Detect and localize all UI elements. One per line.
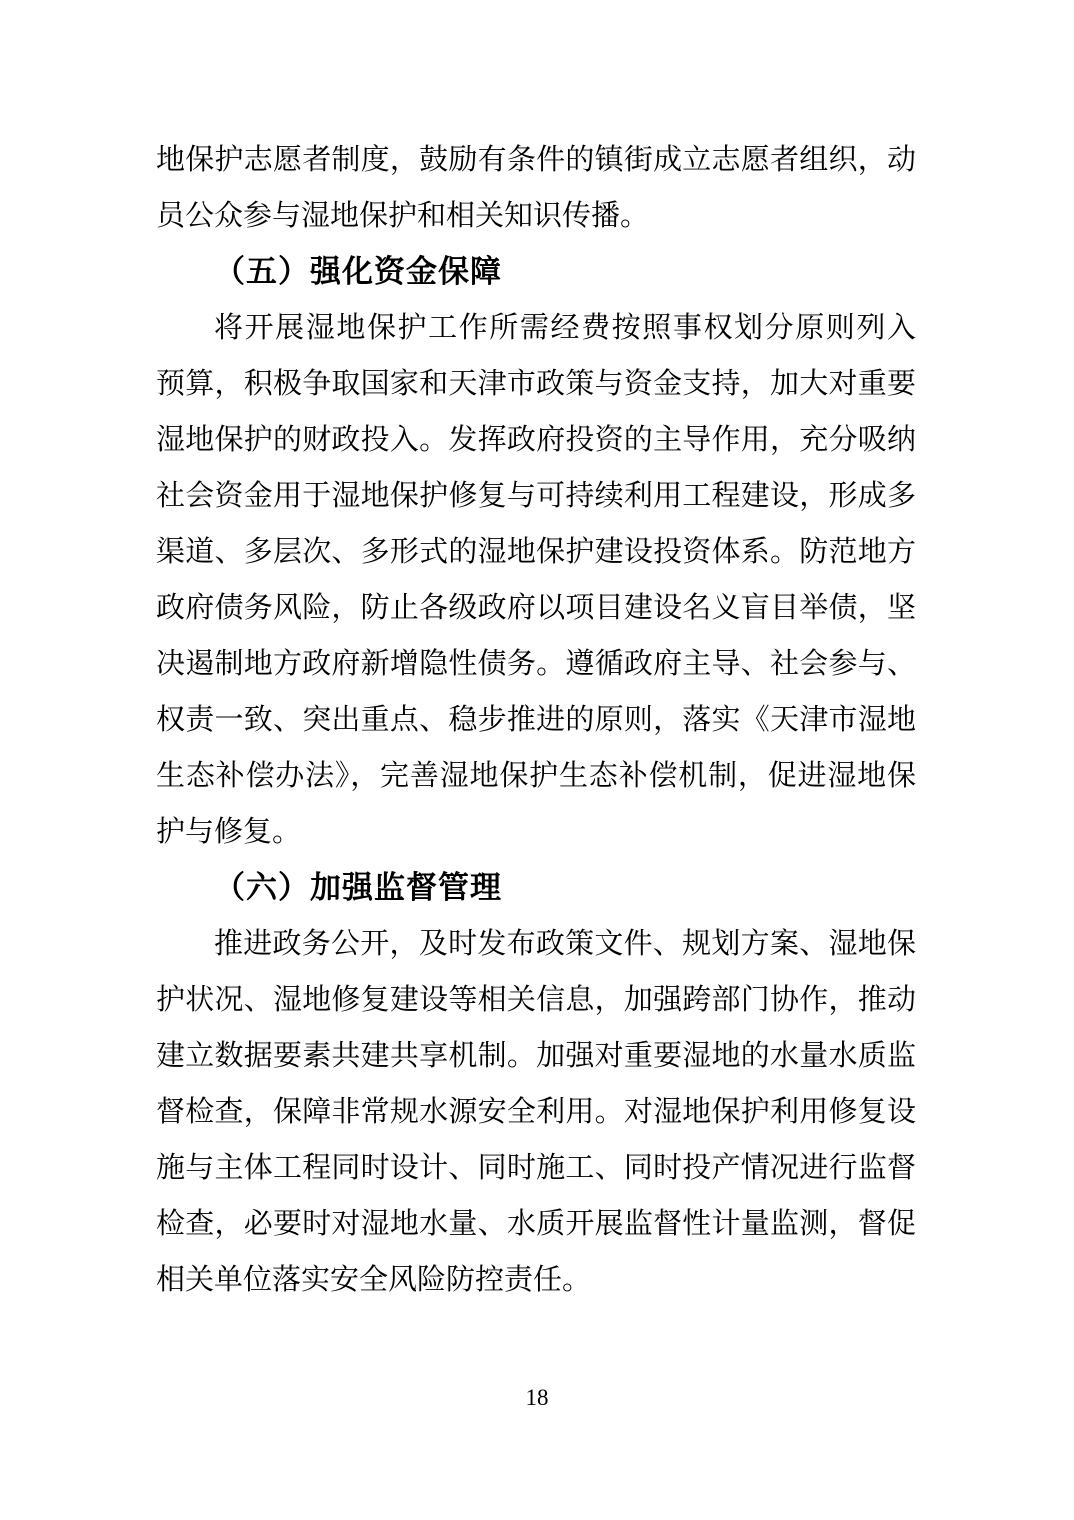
- text-line: 将开展湿地保护工作所需经费按照事权划分原则列入: [214, 312, 916, 344]
- paragraph: [156, 916, 916, 1308]
- text-line: 护与修复。: [156, 816, 302, 848]
- text-line: 督检查，保障非常规水源安全利用。对湿地保护利用修复设: [156, 1096, 916, 1128]
- text-line: 推进政务公开，及时发布政策文件、规划方案、湿地保: [214, 928, 916, 960]
- text-line: 相关单位落实安全风险防控责任。: [156, 1264, 592, 1296]
- page-number: 18: [525, 1385, 549, 1410]
- text-line: 社会资金用于湿地保护修复与可持续利用工程建设，形成多: [156, 480, 916, 512]
- text-line: 护状况、湿地修复建设等相关信息，加强跨部门协作，推动: [156, 984, 916, 1016]
- section-heading: （六）加强监督管理: [214, 870, 502, 905]
- text-line: 建立数据要素共建共享机制。加强对重要湿地的水量水质监: [156, 1040, 916, 1072]
- text-line: 决遏制地方政府新增隐性债务。遵循政府主导、社会参与、: [156, 648, 916, 680]
- text-line: 预算，积极争取国家和天津市政策与资金支持，加大对重要: [156, 368, 916, 400]
- text-line: 权责一致、突出重点、稳步推进的原则，落实《天津市湿地: [156, 704, 916, 736]
- document-body: [156, 132, 916, 1308]
- text-line: 湿地保护的财政投入。发挥政府投资的主导作用，充分吸纳: [156, 424, 916, 456]
- section-heading: （五）强化资金保障: [214, 254, 502, 289]
- paragraph: [156, 300, 916, 860]
- text-line: 施与主体工程同时设计、同时施工、同时投产情况进行监督: [156, 1152, 916, 1184]
- text-line: 政府债务风险，防止各级政府以项目建设名义盲目举债，坚: [156, 592, 916, 624]
- text-line: 生态补偿办法》，完善湿地保护生态补偿机制，促进湿地保: [156, 760, 916, 792]
- text-line: 渠道、多层次、多形式的湿地保护建设投资体系。防范地方: [156, 536, 916, 568]
- text-line: 地保护志愿者制度，鼓励有条件的镇街成立志愿者组织，动: [156, 144, 916, 176]
- paragraph: [156, 132, 916, 244]
- text-line: 检查，必要时对湿地水量、水质开展监督性计量监测，督促: [156, 1208, 916, 1240]
- text-line: 员公众参与湿地保护和相关知识传播。: [156, 200, 650, 232]
